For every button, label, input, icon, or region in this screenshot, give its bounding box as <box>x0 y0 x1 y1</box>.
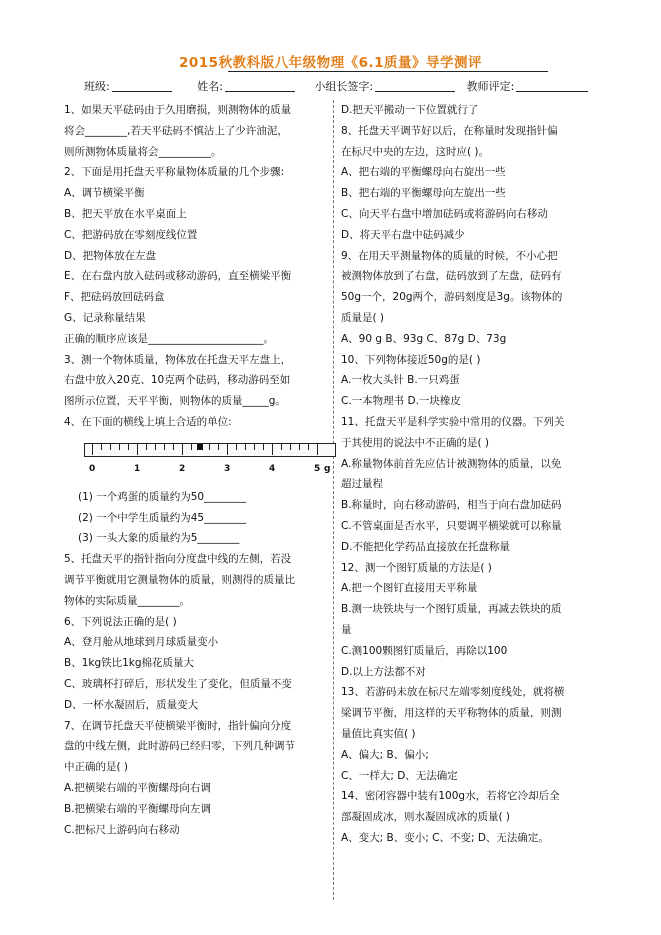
question-line: 7、在调节托盘天平使横梁平衡时，指针偏向分度 <box>64 719 292 732</box>
question-line: B、1kg铁比1kg棉花质量大 <box>64 657 195 670</box>
ruler-minor-tick <box>173 444 174 450</box>
question-line: 4、在下面的横线上填上合适的单位: <box>64 415 232 428</box>
ruler-major-tick <box>227 444 228 455</box>
question-line: 被测物体放到了右盘，砝码放到了左盘，砝码有 <box>341 270 562 283</box>
ruler-minor-tick <box>254 444 255 450</box>
question-line: 13、若游码未放在标尺左端零刻度线处，就将横 <box>341 686 565 699</box>
question-line: (3) 一头大象的质量约为5________ <box>78 532 240 545</box>
question-line: B.称量时，向右移动游码，相当于向右盘加砝码 <box>341 499 562 512</box>
question-line: E、在右盘内放入砝码或移动游码，直至横梁平衡 <box>64 270 292 283</box>
ruler-minor-tick <box>263 444 264 450</box>
ruler-major-tick <box>182 444 183 455</box>
question-line: 8、托盘天平调节好以后，在称量时发现指针偏 <box>341 124 558 137</box>
question-line: D、一杯水凝固后，质量变大 <box>64 698 199 711</box>
question-line: 图所示位置，天平平衡，则物体的质量_____g。 <box>64 395 286 408</box>
ruler-minor-tick <box>245 444 246 450</box>
class-label: 班级: <box>84 80 110 93</box>
question-line: 1、如果天平砝码由于久用磨损，则测物体的质量 <box>64 104 292 116</box>
ruler-figure <box>84 435 339 483</box>
question-line: B.测一块铁块与一个图钉质量，再减去铁块的质 <box>341 603 562 616</box>
ruler-unit-label: g <box>324 463 331 474</box>
question-line: F、把砝码放回砝码盒 <box>64 291 165 304</box>
question-line: A.把横梁右端的平衡螺母向右调 <box>64 781 211 794</box>
question-line: 量值比真实值( ) <box>341 727 416 740</box>
ruler-minor-tick <box>146 444 147 450</box>
name-field[interactable] <box>225 80 295 92</box>
question-line: C.把标尺上游码向右移动 <box>64 823 180 836</box>
question-line: C.测100颗图钉质量后，再除以100 <box>341 644 508 657</box>
question-line: 在标尺中央的左边，这时应( )。 <box>341 145 490 158</box>
question-line: 6、下列说法正确的是( ) <box>64 615 177 628</box>
ruler-minor-tick <box>110 444 111 450</box>
question-line: 10、下列物体接近50g的是( ) <box>341 353 481 366</box>
question-line: C.不管桌面是否水平，只要调平横梁就可以称量 <box>341 519 562 532</box>
question-line: 部凝固成冰，则水凝固成冰的质量( ) <box>341 811 511 824</box>
ruler-minor-tick <box>191 444 192 450</box>
ruler-major-tick <box>92 444 93 455</box>
question-line: 盘的中线左侧，此时游码已经归零，下列几种调节 <box>64 740 295 753</box>
ruler-major-tick <box>317 444 318 455</box>
leader-field[interactable] <box>375 80 455 92</box>
question-line: 质量是( ) <box>341 311 385 324</box>
title-underline <box>228 71 548 72</box>
question-line: 14、密闭容器中装有100g水，若将它冷却后全 <box>341 790 560 803</box>
question-line: A、90 g B、93g C、87g D、73g <box>341 332 507 345</box>
ruler-minor-tick <box>128 444 129 450</box>
question-line: C、向天平右盘中增加砝码或将游码向右移动 <box>341 207 548 220</box>
question-line: C、玻璃杯打碎后，形状发生了变化，但质量不变 <box>64 677 292 690</box>
ruler-tick-label: 2 <box>179 463 186 474</box>
question-line: A.称量物体前首先应估计被测物体的质量，以免 <box>341 457 562 470</box>
question-line: A.把一个图钉直接用天平称量 <box>341 582 478 595</box>
question-line: A、把右端的平衡螺母向右旋出一些 <box>341 166 506 179</box>
ruler-minor-tick <box>101 444 102 450</box>
question-line: C、一样大; D、无法确定 <box>341 769 458 782</box>
question-line: 2、下面是用托盘天平称量物体质量的几个步骤: <box>64 166 285 179</box>
ruler-minor-tick <box>290 444 291 450</box>
question-line: A、登月舱从地球到月球质量变小 <box>64 636 219 649</box>
question-line: 调节平衡就用它测量物体的质量，则测得的质量比 <box>64 573 295 586</box>
rider-marker <box>197 444 203 450</box>
question-line: 量 <box>341 623 352 636</box>
right-column <box>341 100 601 849</box>
ruler-tick-label: 3 <box>224 463 231 474</box>
question-line: A.一枚大头针 B.一只鸡蛋 <box>341 374 460 387</box>
ruler-minor-tick <box>164 444 165 450</box>
ruler-tick-label: 4 <box>269 463 276 474</box>
ruler-minor-tick <box>281 444 282 450</box>
ruler-tick-label: 5 <box>314 463 321 474</box>
question-line: 11、托盘天平是科学实验中常用的仪器。下列关 <box>341 415 565 428</box>
question-line: C、把游码放在零刻度线位置 <box>64 228 198 241</box>
question-line: C.一本物理书 D.一块橡皮 <box>341 395 461 408</box>
ruler-minor-tick <box>155 444 156 450</box>
question-line: (1) 一个鸡蛋的质量约为50________ <box>78 490 247 503</box>
question-line: A、偏大; B、偏小; <box>341 748 429 761</box>
page-title: 2015秋教科版八年级物理《6.1质量》导学测评 <box>179 55 482 71</box>
question-line: D.把天平搬动一下位置就行了 <box>341 104 479 116</box>
question-line: 3、测一个物体质量，物体放在托盘天平左盘上， <box>64 353 292 366</box>
ruler-minor-tick <box>119 444 120 450</box>
ruler-minor-tick <box>308 444 309 450</box>
question-line: D、将天平右盘中砝码减少 <box>341 228 465 241</box>
question-line: A、变大; B、变小; C、不变; D、无法确定。 <box>341 831 549 844</box>
question-line: B.把横梁右端的平衡螺母向左调 <box>64 802 212 815</box>
question-line: G、记录称量结果 <box>64 311 146 324</box>
leader-label: 小组长签字: <box>314 80 374 93</box>
teacher-label: 教师评定: <box>466 80 515 93</box>
question-line: 中正确的是( ) <box>64 761 129 774</box>
name-label: 姓名: <box>197 80 223 93</box>
question-line: D.以上方法都不对 <box>341 665 426 678</box>
question-line: 于其使用的说法中不正确的是( ) <box>341 436 490 449</box>
ruler-major-tick <box>272 444 273 455</box>
ruler-minor-tick <box>209 444 210 450</box>
ruler-minor-tick <box>299 444 300 450</box>
question-line: 梁调节平衡，用这样的天平称物体的质量，则测 <box>341 707 562 720</box>
info-row <box>84 78 601 94</box>
question-line: 5、托盘天平的指针指向分度盘中线的左侧，若没 <box>64 553 292 566</box>
ruler-major-tick <box>137 444 138 455</box>
question-line: A、调节横梁平衡 <box>64 187 145 200</box>
ruler-tick-label: 0 <box>89 463 96 474</box>
teacher-field[interactable] <box>516 80 588 92</box>
question-line: 将会________,若天平砝码不慎沾上了少许油泥， <box>64 124 288 137</box>
question-line: 50g一个，20g两个，游码刻度是3g。该物体的 <box>341 291 563 304</box>
question-line: B、把天平放在水平桌面上 <box>64 207 187 220</box>
question-line: (2) 一个中学生质量约为45________ <box>78 511 247 524</box>
question-line: 物体的实际质量________。 <box>64 594 190 607</box>
question-line: 超过量程 <box>341 478 383 491</box>
question-line: 则所测物体质量将会__________。 <box>64 145 222 158</box>
left-column <box>64 100 331 840</box>
column-divider <box>333 100 334 900</box>
question-line: 右盘中放入20克、10克两个砝码，移动游码至如 <box>64 374 291 387</box>
question-line: B、把右端的平衡螺母向左旋出一些 <box>341 187 506 200</box>
question-line: D.不能把化学药品直接放在托盘称量 <box>341 540 510 553</box>
question-line: 12、测一个图钉质量的方法是( ) <box>341 561 492 574</box>
class-field[interactable] <box>112 80 172 92</box>
question-line: D、把物体放在左盘 <box>64 249 157 262</box>
ruler-minor-tick <box>236 444 237 450</box>
question-line: 正确的顺序应该是______________________。 <box>64 332 274 345</box>
ruler-minor-tick <box>218 444 219 450</box>
ruler-tick-label: 1 <box>134 463 141 474</box>
question-line: 9、在用天平测量物体的质量的时候，不小心把 <box>341 249 558 262</box>
